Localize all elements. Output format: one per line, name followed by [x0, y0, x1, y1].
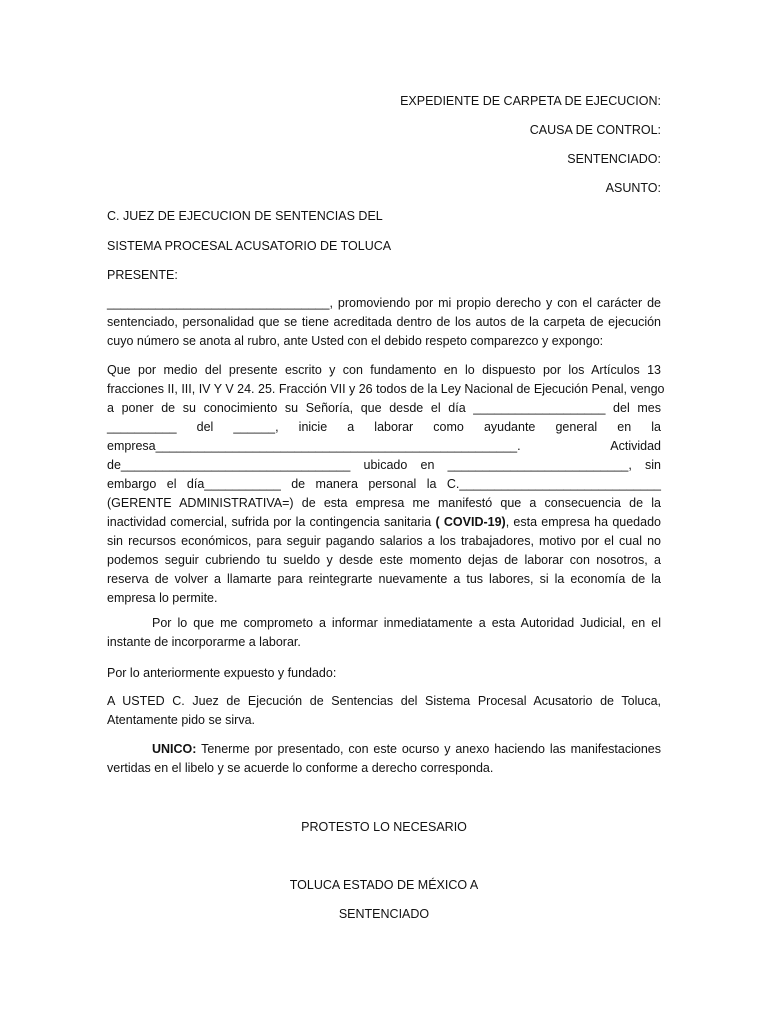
- header-asunto: ASUNTO:: [605, 181, 661, 195]
- paragraph-main-line: fracciones II, III, IV Y V 24. 25. Fracción VII y 26 todos de la Ley Nacional de Ejecución Penal, vengo: [107, 382, 665, 396]
- paragraph-main-line: sin recursos económicos, para seguir pagando salarios a los trabajadores, motivo por el cual no: [107, 534, 661, 548]
- header-sentenciado: SENTENCIADO:: [567, 152, 661, 166]
- paragraph-main-text: inactividad comercial, sufrida por la contingencia sanitaria: [107, 515, 436, 529]
- covid-emphasis: ( COVID-19): [435, 515, 506, 529]
- header-expediente: EXPEDIENTE DE CARPETA DE EJECUCION:: [400, 94, 661, 108]
- paragraph-unico: [107, 740, 661, 778]
- unico-text: Tenerme por presentado, con este ocurso y anexo haciendo las manifestaciones vertidas en el libelo y se acuerde lo conforme a derecho corresponda.: [107, 742, 661, 775]
- paragraph-main-line: Que por medio del presente escrito y con fundamento en lo dispuesto por los Artículos 13: [107, 363, 661, 377]
- paragraph-main-line: empresa lo permite.: [107, 591, 218, 605]
- paragraph-request: A USTED C. Juez de Ejecución de Sentencias del Sistema Procesal Acusatorio de Toluca, Atentamente pido se sirva.: [107, 694, 661, 727]
- paragraph-intro: ________________________________, promoviendo por mi propio derecho y con el carácter de sentenciado, personalidad que se tiene acreditada dentro de los autos de la carpeta de ejecución cuyo número se anota al rubro, ante Usted con el debido respeto comparezco y expongo:: [107, 296, 661, 348]
- paragraph-main-line: __________ del ______, inicie a laborar como ayudante general en la: [107, 420, 661, 434]
- closing-place-date: TOLUCA ESTADO DE MÉXICO A: [289, 878, 479, 892]
- paragraph-main-line: empresa____________________________________________________. Actividad: [107, 439, 661, 453]
- header-causa: CAUSA DE CONTROL:: [529, 123, 661, 137]
- addressee-line-2: SISTEMA PROCESAL ACUSATORIO DE TOLUCA: [107, 239, 392, 253]
- paragraph-main-line: (GERENTE ADMINISTRATIVA=) de esta empresa me manifestó que a consecuencia de la: [107, 496, 661, 510]
- paragraph-main-line: embargo el día___________ de manera personal la C._____________________________: [107, 477, 661, 491]
- closing-protesto: PROTESTO LO NECESARIO: [301, 820, 467, 834]
- unico-label: UNICO:: [152, 742, 197, 756]
- paragraph-main-line: [107, 513, 661, 532]
- addressee-line-1: C. JUEZ DE EJECUCION DE SENTENCIAS DEL: [107, 209, 383, 223]
- paragraph-main-text: , esta empresa ha quedado: [505, 515, 661, 529]
- addressee-presente: PRESENTE:: [107, 268, 178, 282]
- paragraph-main-line: a poner de su conocimiento su Señoría, que desde el día ___________________ del mes: [107, 401, 661, 415]
- paragraph-commitment: Por lo que me comprometo a informar inmediatamente a esta Autoridad Judicial, en el instante de incorporarme a laborar.: [107, 616, 661, 649]
- paragraph-main-line: de_________________________________ ubicado en __________________________, sin: [107, 458, 661, 472]
- paragraph-main: [107, 361, 665, 608]
- paragraph-main-line: reserva de volver a llamarte para reintegrarte nuevamente a tus labores, si la economía de la: [107, 572, 661, 586]
- paragraph-expuesto: Por lo anteriormente expuesto y fundado:: [107, 666, 337, 680]
- paragraph-main-line: podemos seguir cubriendo tu sueldo y desde este momento dejas de laborar con nosotros, a: [107, 553, 661, 567]
- closing-signer: SENTENCIADO: [338, 907, 430, 921]
